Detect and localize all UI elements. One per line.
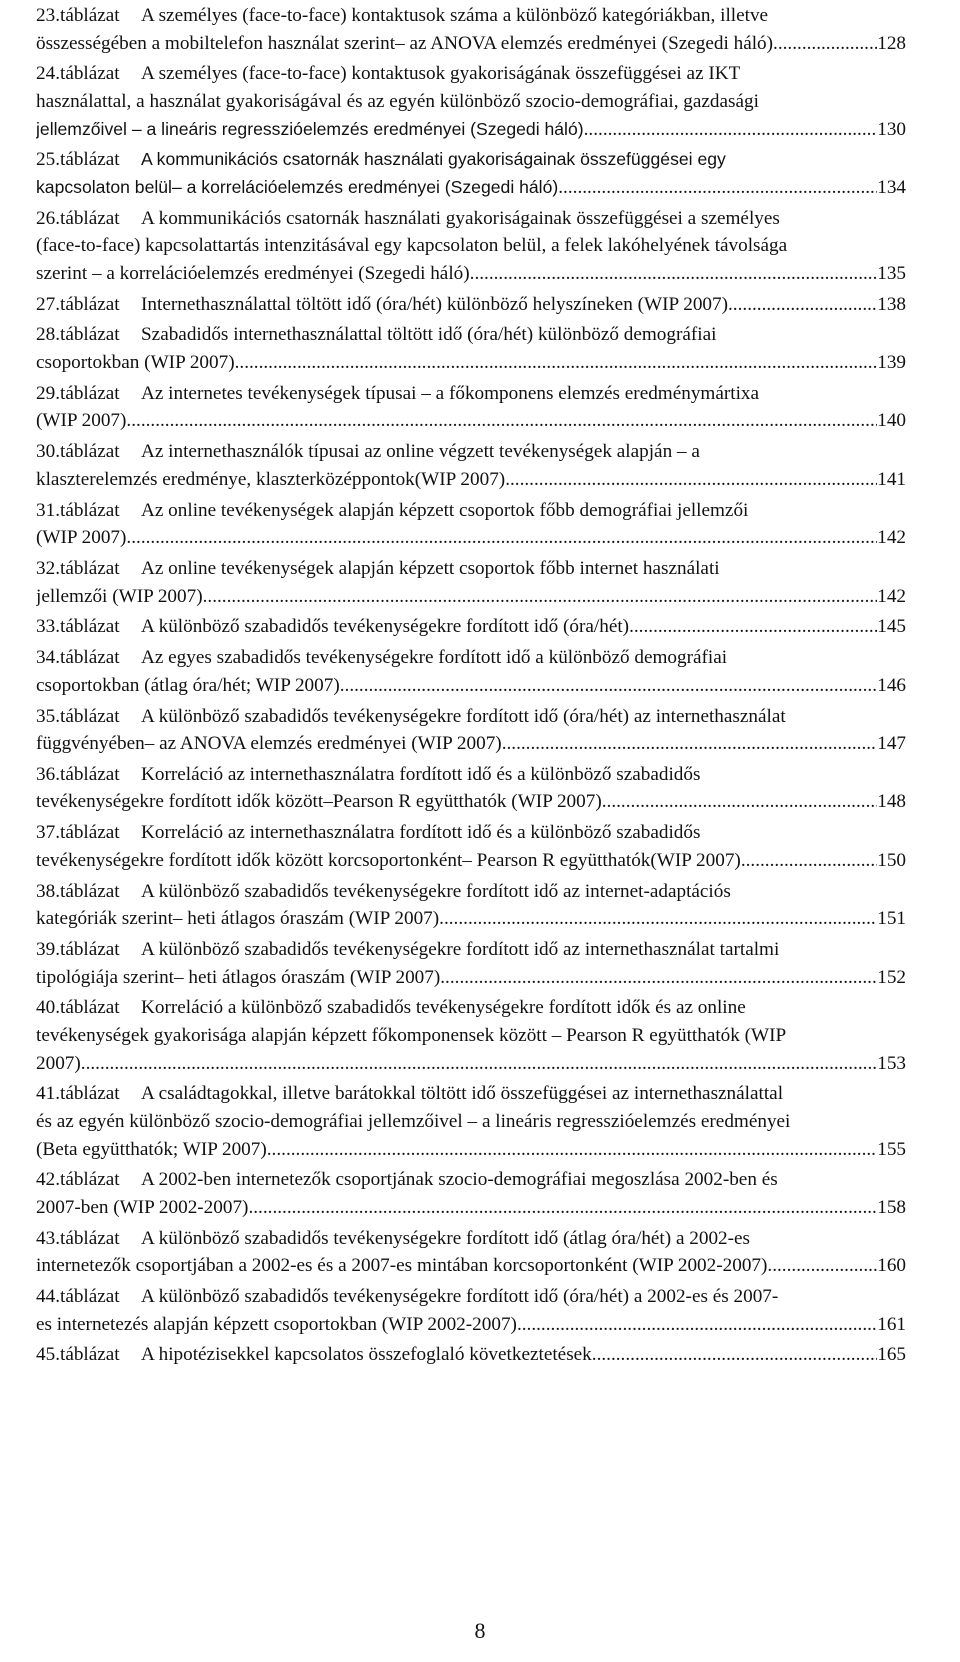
table-title: Az internethasználók típusai az online végzett tevékenységek alapján – a [141, 441, 700, 463]
table-title: es internetezés alapján képzett csoportokban (WIP 2002-2007) [36, 1313, 517, 1335]
table-title: A különböző szabadidős tevékenységekre fordított idő az internethasználat tartalmi [141, 939, 780, 960]
table-label: 26.táblázat [36, 207, 120, 229]
toc-entry[interactable] [36, 994, 906, 1077]
toc-entry-line [36, 1166, 906, 1194]
page-ref: 134 [877, 176, 906, 198]
toc-entry-line [36, 291, 906, 319]
toc-entry[interactable] [36, 321, 906, 376]
toc-entry-line [36, 116, 906, 144]
toc-entry[interactable] [36, 1283, 906, 1338]
toc-entry-line [36, 232, 906, 260]
table-label: 35.táblázat [36, 705, 120, 727]
table-label: 37.táblázat [36, 822, 120, 844]
table-label: 25.táblázat [36, 149, 120, 171]
table-title: Az egyes szabadidős tevékenységekre fordított idő a különböző demográfiai [141, 647, 728, 669]
page-ref: 147 [877, 733, 906, 755]
toc-entry-line [36, 60, 906, 88]
toc-entry[interactable] [36, 936, 906, 991]
table-label: 29.táblázat [36, 382, 120, 404]
toc-entry[interactable] [36, 819, 906, 874]
dot-leader [517, 1311, 877, 1339]
table-label: 30.táblázat [36, 441, 120, 463]
table-title: csoportokban (átlag óra/hét; WIP 2007) [36, 674, 340, 696]
page-ref: 155 [877, 1138, 906, 1160]
toc-entry-line [36, 555, 906, 583]
toc-entry-line [36, 88, 906, 116]
toc-entry-line [36, 174, 906, 202]
toc-entry-line [36, 146, 906, 174]
table-title: A kommunikációs csatornák használati gyakoriságainak összefüggései egy [141, 149, 726, 170]
dot-leader [558, 174, 877, 202]
dot-leader [439, 905, 877, 933]
toc-entry-line [36, 936, 906, 964]
toc-entry-line [36, 260, 906, 288]
toc-entry[interactable] [36, 555, 906, 610]
dot-leader [126, 407, 877, 435]
toc-entry-line [36, 1136, 906, 1164]
toc-entry-line [36, 1283, 906, 1311]
toc-entry-line [36, 1225, 906, 1253]
table-title: tipológiája szerint– heti átlagos óraszám (WIP 2007) [36, 966, 441, 988]
table-title: tevékenységek gyakorisága alapján képzett főkomponensek között – Pearson R együtthatók (WIP [36, 1024, 787, 1046]
dot-leader [340, 672, 877, 700]
toc-entry-line [36, 524, 906, 552]
dot-leader [81, 1050, 877, 1078]
dot-leader [470, 260, 878, 288]
dot-leader [592, 1341, 877, 1369]
table-title: 2007-ben (WIP 2002-2007) [36, 1196, 249, 1218]
dot-leader [602, 788, 877, 816]
table-label: 36.táblázat [36, 763, 120, 785]
table-title: Szabadidős internethasználattal töltött idő (óra/hét) különböző demográfiai [141, 324, 717, 346]
page-ref: 148 [877, 791, 906, 813]
dot-leader [203, 583, 878, 611]
table-title: és az egyén különböző szocio-demográfiai jellemzőivel – a lineáris regresszióelemzés eredményei [36, 1110, 791, 1132]
table-title: Korreláció az internethasználatra fordított idő és a különböző szabadidős [141, 822, 701, 844]
toc-entry-line [36, 2, 906, 30]
toc-entry-line [36, 1080, 906, 1108]
toc-entry-line [36, 819, 906, 847]
toc-entry[interactable] [36, 205, 906, 288]
toc-entry-line [36, 878, 906, 906]
toc-entry-line [36, 1108, 906, 1136]
toc-entry[interactable] [36, 1341, 906, 1369]
table-title: klaszterelemzés eredménye, klaszterközéppontok(WIP 2007) [36, 468, 506, 490]
toc-entry[interactable] [36, 1225, 906, 1280]
page-ref: 139 [877, 352, 906, 374]
table-label: 43.táblázat [36, 1227, 120, 1249]
toc-entry-line [36, 703, 906, 731]
table-title: Korreláció a különböző szabadidős tevékenységekre fordított idők és az online [141, 997, 746, 1019]
table-label: 44.táblázat [36, 1286, 120, 1308]
dot-leader [629, 613, 877, 641]
dot-leader [773, 30, 877, 58]
table-label: 34.táblázat [36, 647, 120, 669]
table-title: tevékenységekre fordított idők között–Pearson R együtthatók (WIP 2007) [36, 791, 602, 813]
table-title: A különböző szabadidős tevékenységekre fordított idő az internet-adaptációs [141, 880, 731, 902]
toc-entry-line [36, 380, 906, 408]
toc-entry[interactable] [36, 703, 906, 758]
page-ref: 158 [877, 1196, 906, 1218]
table-title: összességében a mobiltelefon használat szerint– az ANOVA elemzés eredményei (Szegedi háló) [36, 32, 774, 54]
toc-entry-line [36, 205, 906, 233]
page-ref: 150 [877, 849, 906, 871]
table-label: 41.táblázat [36, 1083, 120, 1105]
toc-entry[interactable] [36, 60, 906, 143]
table-title: jellemzőivel – a lineáris regresszióelemzés eredményei (Szegedi háló) [36, 118, 584, 139]
table-label: 45.táblázat [36, 1344, 120, 1366]
dot-leader [741, 847, 877, 875]
table-title: kategóriák szerint– heti átlagos óraszám (WIP 2007) [36, 908, 440, 930]
table-title: Az online tevékenységek alapján képzett csoportok főbb demográfiai jellemzői [141, 499, 749, 521]
page-ref: 145 [877, 616, 906, 638]
toc-entry[interactable] [36, 761, 906, 816]
table-label: 23.táblázat [36, 5, 120, 26]
toc-entry-line [36, 761, 906, 789]
table-title: A kommunikációs csatornák használati gyakoriságainak összefüggései a személyes [141, 207, 780, 229]
table-title: A személyes (face-to-face) kontaktusok száma a különböző kategóriákban, illetve [141, 5, 769, 26]
toc-entry[interactable] [36, 2, 906, 57]
toc-entry[interactable] [36, 380, 906, 435]
table-title: 2007) [36, 1052, 81, 1074]
page-ref: 142 [877, 527, 906, 549]
table-title: Az online tevékenységek alapján képzett csoportok főbb internet használati [141, 557, 720, 579]
table-label: 40.táblázat [36, 997, 120, 1019]
page-ref: 152 [877, 966, 906, 988]
toc-entry-line [36, 905, 906, 933]
table-title: Korreláció az internethasználatra fordított idő és a különböző szabadidős [141, 763, 701, 785]
table-title: internetezők csoportjában a 2002-es és a 2007-es mintában korcsoportonként (WIP 2002-2007) [36, 1255, 768, 1277]
table-title: tevékenységekre fordított idők között korcsoportonként– Pearson R együtthatók(WIP 2007) [36, 849, 741, 871]
table-label: 24.táblázat [36, 63, 120, 85]
dot-leader [584, 116, 878, 144]
toc-entry-line [36, 30, 906, 58]
list-of-tables [36, 2, 906, 1372]
dot-leader [502, 730, 878, 758]
toc-entry-line [36, 644, 906, 672]
table-title: kapcsolaton belül– a korrelációelemzés eredményei (Szegedi háló) [36, 176, 559, 197]
toc-entry-line [36, 1194, 906, 1222]
table-title: A különböző szabadidős tevékenységekre fordított idő (óra/hét) [141, 616, 630, 638]
toc-entry-line [36, 1252, 906, 1280]
page-ref: 142 [877, 585, 906, 607]
toc-entry-line [36, 994, 906, 1022]
toc-entry-line [36, 321, 906, 349]
toc-entry[interactable] [36, 1166, 906, 1221]
table-title: A különböző szabadidős tevékenységekre fordított idő (átlag óra/hét) a 2002-es [141, 1227, 751, 1249]
page-ref: 151 [877, 908, 906, 930]
table-title: A különböző szabadidős tevékenységekre fordított idő (óra/hét) az internethasználat [141, 705, 786, 727]
table-title: (Beta együtthatók; WIP 2007) [36, 1138, 267, 1160]
table-title: (face-to-face) kapcsolattartás intenzitásával egy kapcsolaton belül, a felek lakóhelyének távolsága [36, 235, 788, 257]
toc-entry[interactable] [36, 644, 906, 699]
page-ref: 140 [877, 410, 906, 432]
toc-entry-line [36, 466, 906, 494]
page-ref: 128 [877, 32, 906, 54]
page-ref: 153 [877, 1052, 906, 1074]
table-title: (WIP 2007) [36, 410, 127, 432]
toc-entry[interactable] [36, 146, 906, 201]
dot-leader [267, 1136, 877, 1164]
toc-entry[interactable] [36, 878, 906, 933]
toc-entry[interactable] [36, 613, 906, 641]
page-ref: 141 [877, 468, 906, 490]
toc-entry-line [36, 964, 906, 992]
table-title: (WIP 2007) [36, 527, 127, 549]
dot-leader [235, 349, 878, 377]
page-ref: 135 [877, 262, 906, 284]
table-label: 28.táblázat [36, 324, 120, 346]
page-ref: 161 [877, 1313, 906, 1335]
toc-entry-line [36, 1341, 906, 1369]
table-title: Az internetes tevékenységek típusai – a főkomponens elemzés eredménymártixa [141, 382, 760, 404]
page-ref: 146 [877, 674, 906, 696]
table-title: szerint – a korrelációelemzés eredményei (Szegedi háló) [36, 262, 470, 284]
dot-leader [126, 524, 877, 552]
table-label: 33.táblázat [36, 616, 120, 638]
toc-entry-line [36, 613, 906, 641]
dot-leader [505, 466, 877, 494]
page-ref: 130 [877, 118, 906, 140]
toc-entry-line [36, 497, 906, 525]
dot-leader [440, 964, 877, 992]
toc-entry[interactable] [36, 438, 906, 493]
toc-entry-line [36, 438, 906, 466]
table-title: Internethasználattal töltött idő (óra/hét) különböző helyszíneken (WIP 2007) [141, 293, 728, 315]
table-label: 27.táblázat [36, 293, 120, 315]
table-title: használattal, a használat gyakoriságával és az egyén különböző szocio-demográfiai, gazdasági [36, 90, 759, 112]
toc-entry[interactable] [36, 497, 906, 552]
dot-leader [767, 1252, 877, 1280]
toc-entry-line [36, 349, 906, 377]
dot-leader [728, 291, 877, 319]
page-ref: 165 [877, 1344, 906, 1366]
toc-entry-line [36, 847, 906, 875]
table-title: A különböző szabadidős tevékenységekre fordított idő (óra/hét) a 2002-es és 2007- [141, 1286, 779, 1308]
toc-entry-line [36, 1022, 906, 1050]
table-label: 42.táblázat [36, 1169, 120, 1191]
table-title: A személyes (face-to-face) kontaktusok gyakoriságának összefüggései az IKT [141, 63, 741, 85]
toc-entry-line [36, 730, 906, 758]
table-title: csoportokban (WIP 2007) [36, 352, 235, 374]
toc-entry-line [36, 1311, 906, 1339]
toc-entry-line [36, 788, 906, 816]
table-label: 38.táblázat [36, 880, 120, 902]
toc-entry[interactable] [36, 1080, 906, 1163]
page-ref: 160 [877, 1255, 906, 1277]
table-label: 39.táblázat [36, 939, 120, 960]
toc-entry-line [36, 672, 906, 700]
dot-leader [248, 1194, 877, 1222]
table-label: 32.táblázat [36, 557, 120, 579]
page-number: 8 [474, 1618, 486, 1643]
table-title: A családtagokkal, illetve barátokkal töltött idő összefüggései az internethasználattal [141, 1083, 784, 1105]
toc-entry[interactable] [36, 291, 906, 319]
table-title: függvényében– az ANOVA elemzés eredményei (WIP 2007) [36, 733, 502, 755]
page-ref: 138 [877, 293, 906, 315]
toc-entry-line [36, 1050, 906, 1078]
table-title: jellemzői (WIP 2007) [36, 585, 203, 607]
table-title: A hipotézisekkel kapcsolatos összefoglaló következtetések [141, 1344, 592, 1366]
toc-entry-line [36, 583, 906, 611]
table-label: 31.táblázat [36, 499, 120, 521]
toc-entry-line [36, 407, 906, 435]
table-title: A 2002-ben internetezők csoportjának szocio-demográfiai megoszlása 2002-ben és [141, 1169, 778, 1191]
